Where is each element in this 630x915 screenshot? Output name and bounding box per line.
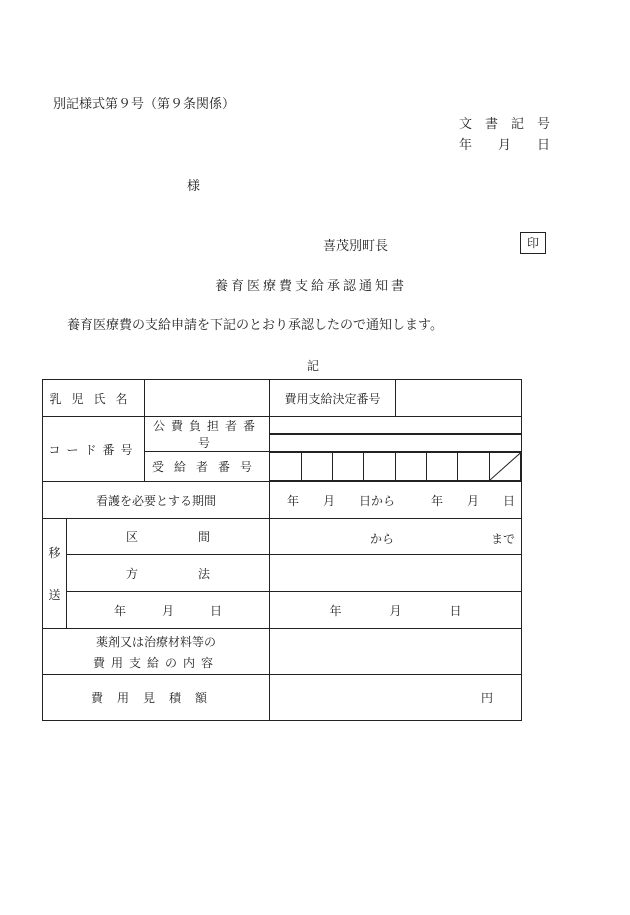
- payer-number-boxes[interactable]: [270, 417, 522, 452]
- method-label: 方 法: [67, 555, 270, 592]
- to-label: まで: [491, 532, 516, 546]
- decision-number-label: 費用支給決定番号: [270, 380, 396, 417]
- seal-box: 印: [520, 232, 546, 254]
- section-label: 区 間: [67, 519, 270, 555]
- care-period-value[interactable]: 年 月 日から 年 月 日: [270, 482, 522, 519]
- code-number-label: コード番号: [43, 417, 145, 482]
- drug-cost-value[interactable]: [270, 629, 522, 675]
- method-value[interactable]: [270, 555, 522, 592]
- issuer-name: 喜茂別町長: [323, 239, 389, 254]
- drug-cost-line2: 費用支給の内容: [93, 655, 220, 670]
- form-id: 別記様式第９号（第９条関係）: [53, 97, 236, 112]
- cost-estimate-value[interactable]: 円: [270, 675, 522, 721]
- decision-number-value[interactable]: [396, 380, 522, 417]
- payer-number-label: 公費負担者番号: [145, 417, 270, 452]
- drug-cost-label: [43, 629, 270, 675]
- document-number-label: 文 書 記 号: [459, 117, 551, 132]
- document-title: 養育医療費支給承認通知書: [215, 279, 408, 294]
- cost-estimate-label: 費用見積額: [43, 675, 270, 721]
- diagonal-cell: [489, 453, 520, 481]
- infant-name-label: 乳児氏名: [43, 380, 145, 417]
- transfer-label: 移 送: [43, 519, 67, 629]
- recipient-number-label: 受給者番号: [145, 452, 270, 482]
- transfer-date-value[interactable]: 年 月 日: [270, 592, 522, 629]
- body-text: 養育医療費の支給申請を下記のとおり承認したので通知します。: [67, 318, 443, 333]
- date-line: 年 月 日: [459, 138, 551, 153]
- care-period-label: 看護を必要とする期間: [43, 482, 270, 519]
- recipient-number-boxes[interactable]: [270, 452, 522, 482]
- ki-heading: 記: [307, 359, 320, 373]
- approval-table: [42, 379, 522, 721]
- from-label: から: [370, 532, 395, 546]
- addressee-suffix: 様: [187, 179, 201, 194]
- section-value[interactable]: [270, 519, 522, 555]
- infant-name-value[interactable]: [145, 380, 270, 417]
- drug-cost-line1: 薬剤又は治療材料等の: [96, 634, 217, 649]
- transfer-date-label: 年 月 日: [67, 592, 270, 629]
